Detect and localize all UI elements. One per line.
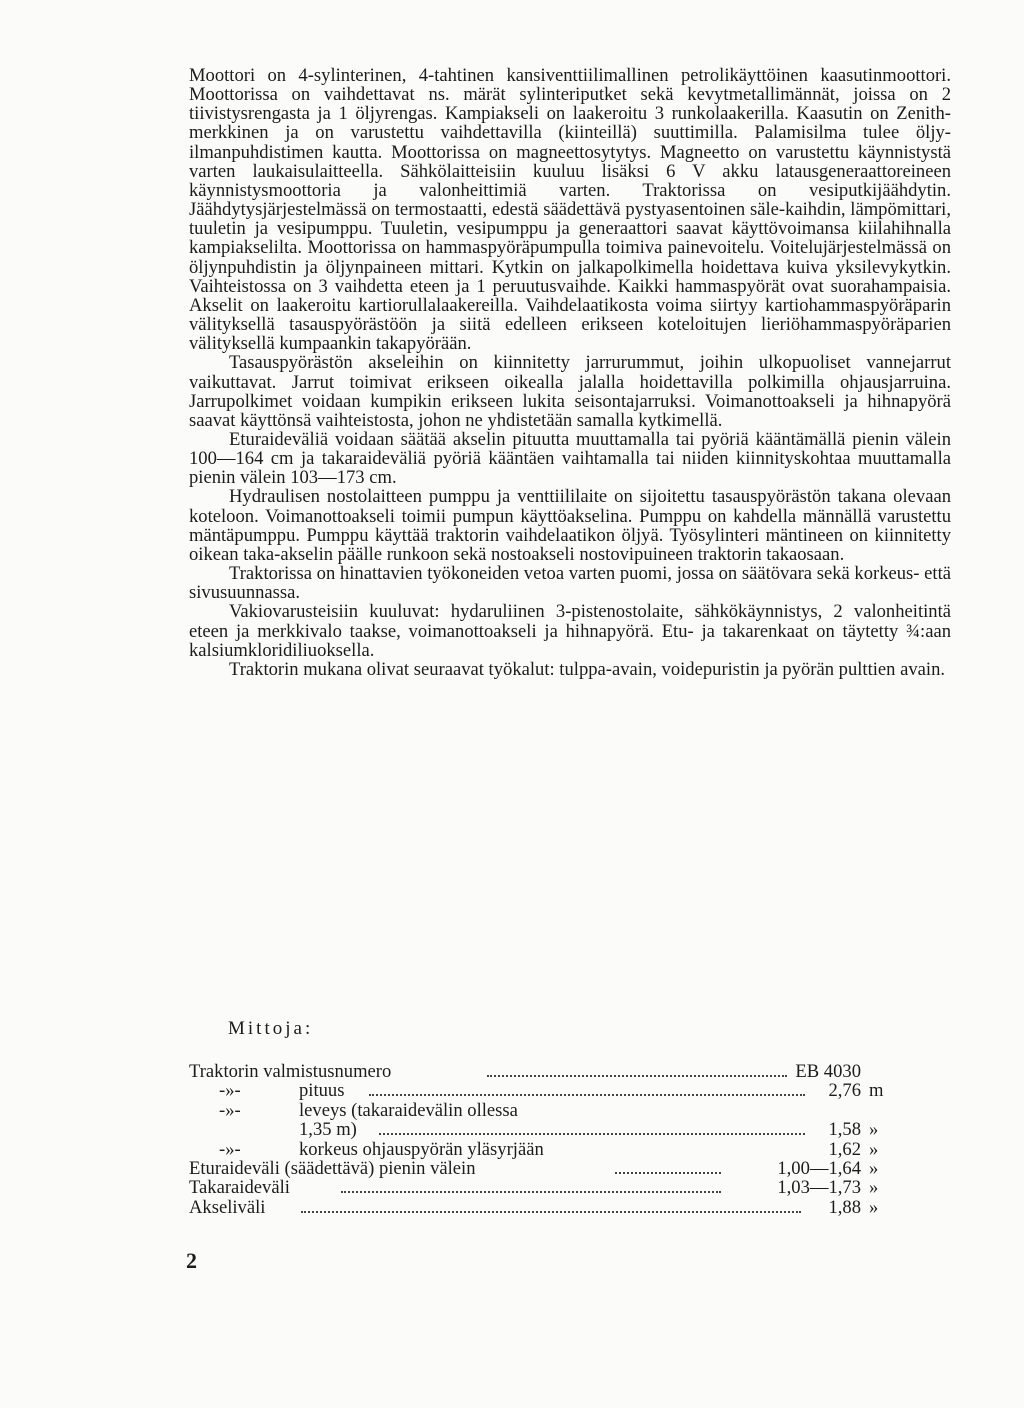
paragraph-brakes: Tasauspyörästön akseleihin on kiinnitetty jarrurummut, joihin ulkopuoliset vannejarrut vaikuttavat. Jarrut toimivat erikseen oikealla jalalla hoidettavilla polkimilla ohjausjarruina. Jarrupolkimet voidaan kumpikin erikseen lukita seisontajarruksi. Voimanottoakseli ja hihnapyörä saavat käyttönsä vaihteistosta, johon ne yhdistetään samalla kytkimellä.: [189, 352, 951, 431]
dimension-value: 1,62: [828, 1138, 861, 1160]
dimension-row: [189, 1159, 913, 1178]
dot-leader: [379, 1133, 805, 1135]
dimension-row: [189, 1101, 913, 1120]
dimension-label: korkeus ohjauspyörän yläsyrjään: [299, 1138, 544, 1160]
page-number: 2: [186, 1248, 197, 1273]
dimension-value: 1,88: [828, 1196, 861, 1218]
dimension-value: 1,03—1,73: [777, 1177, 861, 1199]
dot-leader: [615, 1172, 721, 1174]
dimension-value: 2,76: [828, 1080, 861, 1102]
dimension-value: 1,00—1,64: [777, 1157, 861, 1179]
dimension-label: Takaraideväli: [189, 1177, 290, 1199]
dot-leader: [369, 1094, 805, 1096]
dimension-unit: m: [869, 1080, 884, 1102]
dimension-row: [189, 1140, 913, 1159]
body-text: [189, 66, 951, 679]
dimension-value: EB 4030: [795, 1061, 861, 1082]
ditto-mark: -»-: [219, 1099, 241, 1121]
dimension-label: pituus: [299, 1080, 345, 1102]
dimension-row: [189, 1178, 913, 1197]
dimension-unit: »: [869, 1177, 879, 1199]
paragraph-engine: Moottori on 4-sylinterinen, 4-tahtinen kansiventtiilimallinen petrolikäyttöinen kaasutinmoottori. Moottorissa on vaihdettavat ns. märät sylinteriputket sekä kevytmetallimännät, joissa on 2 tiivistysrengasta ja 1 öljyrengas. Kampiakseli on laakeroitu 3 runkolaakerilla. Kaasutin on Zenith-merkkinen ja on varustettu vaihdettavilla (kiinteillä) suuttimilla. Palamisilma tulee öljy-ilmanpuhdistimen kautta. Moottorissa on magneettosytytys. Magneetto on varustettu käynnistystä varten laukaisulaitteella. Sähkölaitteisiin kuuluu lisäksi 6 V akku latausgeneraattoreineen käynnistysmoottoria ja valonheittimiä varten. Traktorissa on vesiputkijäähdytin. Jäähdytysjärjestelmässä on termostaatti, edestä säädettävä pystyasentoinen säle-kaihdin, lämpömittari, tuuletin ja vesipumppu. Tuuletin, vesipumppu ja generaattori saavat käyttövoimansa kiilahihnalla kampiakselilta. Moottorissa on hammaspyöräpumpulla toimiva painevoitelu. Voitelujärjestelmässä on öljynpuhdistin ja öljynpaineen mittari. Kytkin on jalkapolkimella hoidettava kuiva yksilevykytkin. Vaihteistossa on 3 vaihdetta eteen ja 1 peruutusvaihde. Kaikki hammaspyörät ovat suorahampaisia. Akselit on laakeroitu kartiorullalaakereilla. Vaihdelaatikosta voima siirtyy kartiohammaspyöräparin välityksellä tasauspyörästöön ja siitä edelleen erikseen koteloitujen lieriöhammaspyöräparien välityksellä kumpaankin takapyörään.: [189, 65, 951, 355]
dimension-label: Akseliväli: [189, 1196, 266, 1218]
dimension-row: [189, 1081, 913, 1100]
ditto-mark: -»-: [219, 1138, 241, 1160]
dimension-row: [189, 1198, 913, 1217]
ditto-mark: -»-: [219, 1080, 241, 1102]
dimension-unit: »: [869, 1138, 879, 1160]
paragraph-standard-equipment: Vakiovarusteisiin kuuluvat: hydaruliinen 3-pistenostolaite, sähkökäynnistys, 2 valonheitintä eteen ja merkkivalo taakse, voimanottoakseli ja hihnapyörä. Etu- ja takarenkaat on täytetty ¾:aan kalsiumkloridiliuoksella.: [189, 601, 951, 661]
dimension-label: Eturaideväli (säädettävä) pienin välein: [189, 1157, 476, 1179]
dimension-label: 1,35 m): [299, 1119, 357, 1141]
dimensions-heading: Mittoja:: [228, 1018, 314, 1039]
dimensions-table: [189, 1062, 913, 1217]
dimension-unit: »: [869, 1196, 879, 1218]
dot-leader: [301, 1211, 801, 1213]
dimension-unit: »: [869, 1157, 879, 1179]
paragraph-tools: Traktorin mukana olivat seuraavat työkalut: tulppa-avain, voidepuristin ja pyörän pulttien avain.: [229, 658, 946, 680]
dimension-value: 1,58: [828, 1119, 861, 1141]
paragraph-track-width: Eturaideväliä voidaan säätää akselin pituutta muuttamalla tai pyöriä kääntämällä pienin välein 100—164 cm ja takaraideväliä pyöriä kääntäen vaihtamalla tai niiden kiinnityskohtaa muuttamalla pienin välein 103—173 cm.: [189, 428, 951, 489]
dot-leader: [341, 1191, 721, 1193]
dimension-label: Traktorin valmistusnumero: [189, 1061, 392, 1082]
dimension-unit: »: [869, 1119, 879, 1141]
dimension-row: [189, 1120, 913, 1139]
paragraph-hydraulics: Hydraulisen nostolaitteen pumppu ja venttiililaite on sijoitettu tasauspyörästön takana olevaan koteloon. Voimanottoakseli toimii pumpun käyttöakselina. Pumppu on kahdella männällä varustettu mäntäpumppu. Pumppu käyttää traktorin vaihdelaatikon öljyä. Työsylinteri mäntineen on kiinnitetty oikean taka-akselin päälle runkoon sekä nostoakseli nostovipuineen traktorin takaosaan.: [189, 486, 951, 565]
dot-leader: [487, 1075, 787, 1077]
paragraph-drawbar: Traktorissa on hinattavien työkoneiden vetoa varten puomi, jossa on säätövara sekä korkeus- että sivusuunnassa.: [189, 563, 951, 604]
dimension-row: [189, 1062, 913, 1081]
dimension-label: leveys (takaraidevälin ollessa: [299, 1099, 518, 1121]
